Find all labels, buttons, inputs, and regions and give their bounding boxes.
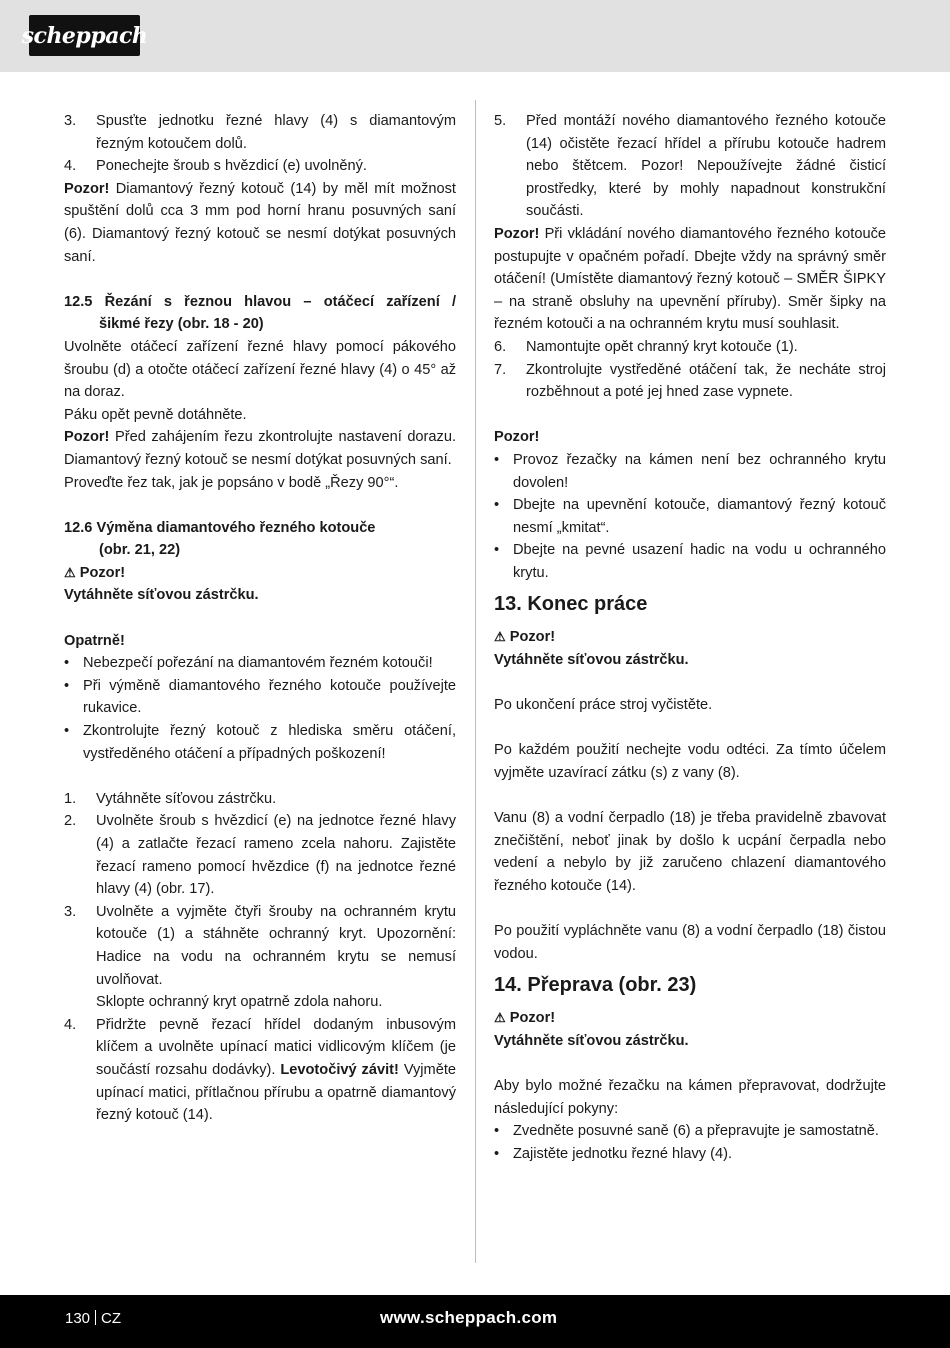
step-item: 7. Zkontrolujte vystředěné otáčení tak, že necháte stroj rozběhnout a poté jej hned zase vypnete. — [494, 361, 886, 401]
warning-triangle-icon: ⚠ — [494, 629, 506, 645]
warning-line: ⚠ Pozor! — [64, 564, 126, 581]
section-heading-12-6-cont: (obr. 21, 22) — [99, 542, 181, 559]
list-item: • Při výměně diamantového řezného kotouče používejte rukavice. — [64, 677, 456, 717]
step-item: 4. Ponechejte šroub s hvězdicí (e) uvolněný. — [64, 158, 367, 175]
section-heading-12-5-cont: šikmé řezy (obr. 18 - 20) — [99, 316, 264, 333]
unplug-instruction: Vytáhněte síťovou zástrčku. — [64, 587, 259, 604]
list-item: • Nebezpečí pořezání na diamantovém řezném kotouči! — [64, 655, 433, 672]
list-item: • Zvedněte posuvné saně (6) a přepravujte je samostatně. — [494, 1123, 879, 1140]
list-item: • Zajistěte jednotku řezné hlavy (4). — [494, 1145, 733, 1162]
step-continuation: Sklopte ochranný kryt opatrně zdola nahoru. — [96, 994, 383, 1011]
column-divider — [475, 100, 476, 1263]
warning-line: ⚠ Pozor! — [494, 1010, 556, 1027]
step-item: 1. Vytáhněte síťovou zástrčku. — [64, 790, 277, 807]
paragraph: Páku opět pevně dotáhněte. — [64, 406, 247, 423]
paragraph: Aby bylo možné řezačku na kámen přepravovat, dodržujte následující pokyny: — [494, 1078, 886, 1117]
step-item: 2. Uvolněte šroub s hvězdicí (e) na jednotce řezné hlavy (4) a zatlačte řezací rameno zcela nahoru. Zajistěte řezací rameno pomocí hvězdice (f) na jednotce řezné hlavy (4) (obr. 17). — [64, 813, 456, 898]
paragraph: Po každém použití nechejte vodu odtéci. Za tímto účelem vyjměte uzavírací zátku (s) z vany (8). — [494, 742, 886, 782]
unplug-instruction: Vytáhněte síťovou zástrčku. — [494, 1032, 689, 1049]
scheppach-logo: scheppach — [29, 15, 140, 56]
warning-line: ⚠ Pozor! — [494, 629, 556, 646]
paragraph: Proveďte řez tak, jak je popsáno v bodě „Řezy 90°“. — [64, 474, 399, 491]
list-item: • Provoz řezačky na kámen není bez ochranného krytu dovolen! — [494, 451, 886, 491]
step-item: 6. Namontujte opět chranný kryt kotouče (1). — [494, 338, 798, 355]
caution-paragraph: Pozor! Při vkládání nového diamantového řezného kotouče postupujte v opačném pořadí. Dbejte vždy na správný směr otáčení! (Umístěte diamantový řezný kotouč – SMĚR ŠIPKY – na straně obsluhy na upevnění příruby). Směr šipky na řezném kotouči a na ochranném krytu musí souhlasit. — [494, 225, 886, 333]
section-heading-13: 13. Konec práce — [494, 593, 648, 616]
right-column — [494, 110, 886, 1166]
page-header — [0, 0, 950, 72]
paragraph: Vanu (8) a vodní čerpadlo (18) je třeba pravidelně zbavovat znečištění, neboť jinak by došlo k ucpání čerpadla nebo vedení a nebylo by již zaručeno chlazení diamantového řezného kotouče (14). — [494, 810, 886, 894]
warning-triangle-icon: ⚠ — [494, 1010, 506, 1026]
section-heading-14: 14. Přeprava (obr. 23) — [494, 974, 697, 997]
step-item: 4. Přidržte pevně řezací hřídel dodaným inbusovým klíčem a uvolněte upínací matici vidlicovým klíčem (je součástí rozsahu dodávky). Levotočivý závit! Vyjměte upínací matici, přítlačnou přírubu a opatrně diamantový řezný kotouč (14). — [64, 1016, 456, 1124]
step-item: 3. Uvolněte a vyjměte čtyři šrouby na ochranném krytu kotouče (1) a stáhněte ochranný kryt. Upozornění: Hadice na vodu na ochranném krytu se nemusí uvolňovat. — [64, 903, 456, 988]
list-item: • Dbejte na pevné usazení hadic na vodu u ochranného krytu. — [494, 542, 886, 581]
footer-url: www.scheppach.com — [380, 1308, 558, 1327]
unplug-instruction: Vytáhněte síťovou zástrčku. — [494, 652, 689, 669]
caution-label: Pozor! — [494, 429, 540, 446]
section-heading-12-6: 12.6 Výměna diamantového řezného kotouče — [64, 519, 376, 536]
section-heading-12-5: 12.5 Řezání s řeznou hlavou – otáčecí zařízení / — [64, 293, 456, 310]
page-footer — [0, 1295, 950, 1348]
step-item: 3. Spusťte jednotku řezné hlavy (4) s diamantovým řezným kotoučem dolů. — [64, 113, 456, 152]
caution-paragraph: Pozor! Před zahájením řezu zkontrolujte nastavení dorazu. Diamantový řezný kotouč se nesmí dotýkat posuvných saní. — [64, 429, 456, 468]
opatrne-label: Opatrně! — [64, 632, 125, 649]
list-item: • Dbejte na upevnění kotouče, diamantový řezný kotouč nesmí „kmitat“. — [494, 497, 886, 536]
left-column — [64, 110, 456, 1127]
paragraph: Po ukončení práce stroj vyčistěte. — [494, 697, 713, 714]
step-item: 5. Před montáží nového diamantového řezného kotouče (14) očistěte řezací hřídel a přírubu kotouče hadrem nebo štětcem. Pozor! Nepoužívejte žádné čisticí prostředky, které by mohly napadnout konstrukční součásti. — [494, 113, 886, 220]
caution-paragraph: Pozor! Diamantový řezný kotouč (14) by měl mít možnost spuštění dolů cca 3 mm pod horní hranu posuvných saní (6). Diamantový řezný kotouč se nesmí dotýkat posuvných saní. — [64, 180, 456, 265]
paragraph: Po použití vypláchněte vanu (8) a vodní čerpadlo (18) čistou vodou. — [494, 923, 886, 962]
list-item: • Zkontrolujte řezný kotouč z hlediska směru otáčení, vystředěného otáčení a případných poškození! — [64, 723, 456, 762]
warning-triangle-icon: ⚠ — [64, 564, 76, 580]
paragraph: Uvolněte otáčecí zařízení řezné hlavy pomocí pákového šroubu (d) a otočte otáčecí zařízení řezné hlavy (4) o 45° až na doraz. — [64, 338, 456, 401]
page-number: 130 CZ — [65, 1310, 122, 1327]
